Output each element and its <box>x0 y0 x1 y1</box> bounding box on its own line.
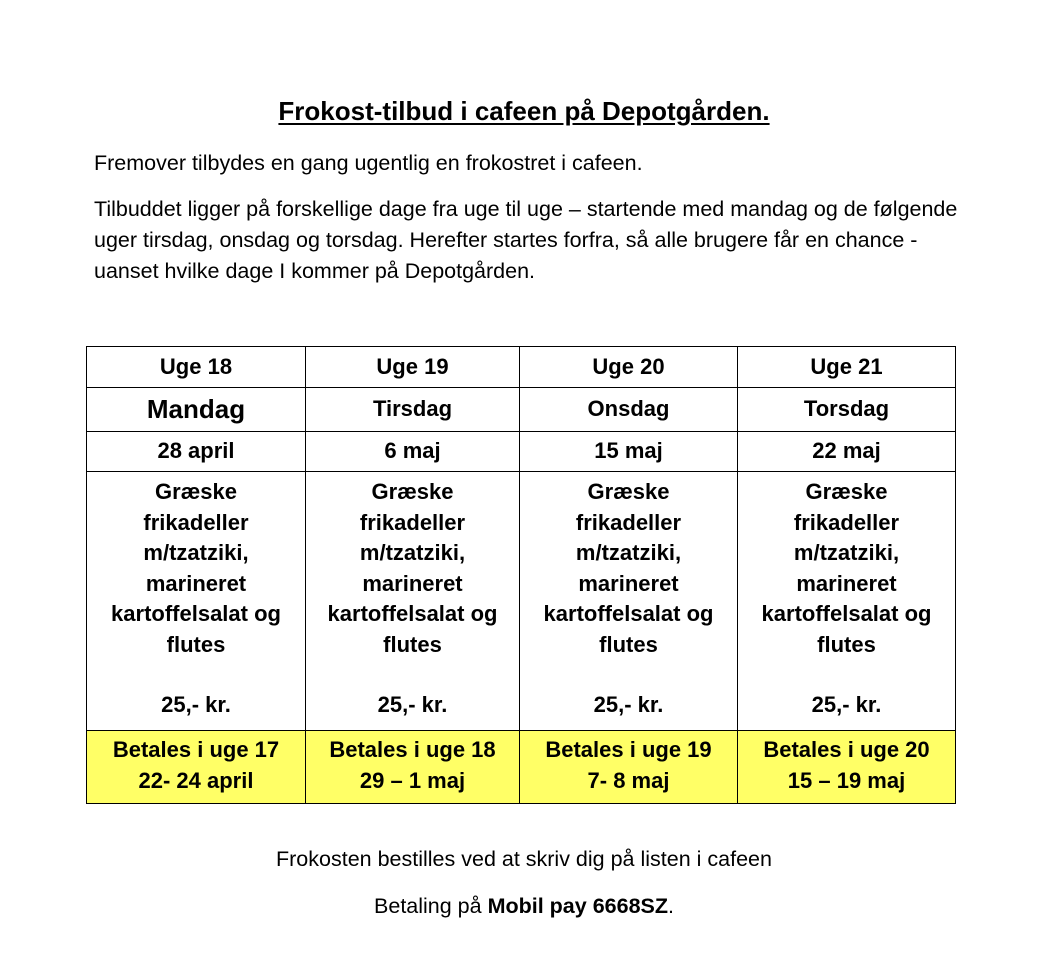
payment-dates: 7- 8 maj <box>587 767 670 793</box>
date-row <box>87 432 956 472</box>
payment-week: Betales i uge 18 <box>329 737 496 762</box>
day-cell: Tirsdag <box>306 388 520 432</box>
payment-prefix: Betaling på <box>374 894 488 918</box>
date-cell: 6 maj <box>306 432 520 472</box>
dish-line: Græske <box>155 479 237 504</box>
price-label: 25,- kr. <box>161 692 231 717</box>
dish-cell <box>738 472 956 731</box>
price-label: 25,- kr. <box>593 692 664 717</box>
payment-row <box>87 731 956 804</box>
dish-line: m/tzatziki, <box>575 540 682 565</box>
dish-line: m/tzatziki, <box>359 540 466 565</box>
dish-line: m/tzatziki, <box>793 540 900 565</box>
payment-dates: 22- 24 april <box>138 767 254 793</box>
dish-line: frikadeller <box>359 509 466 535</box>
payment-suffix: . <box>668 894 674 918</box>
dish-line: marineret <box>796 570 897 596</box>
order-instructions: Frokosten bestilles ved at skriv dig på listen i cafeen <box>276 847 772 871</box>
dish-line: flutes <box>166 631 226 657</box>
day-row <box>87 388 956 432</box>
payment-method: Mobil pay 6668SZ <box>487 894 668 918</box>
dish-line: kartoffelsalat og <box>761 601 932 626</box>
week-cell: Uge 21 <box>738 347 956 388</box>
dish-line: marineret <box>145 570 247 596</box>
dish-line: marineret <box>578 570 679 596</box>
dish-cell <box>520 472 738 731</box>
day-cell: Torsdag <box>738 388 956 432</box>
day-cell: Onsdag <box>520 388 738 432</box>
dish-cell <box>306 472 520 731</box>
dish-line: Græske <box>371 479 454 504</box>
dish-line: Græske <box>805 479 888 504</box>
day-cell: Mandag <box>87 388 306 432</box>
dish-line: frikadeller <box>793 509 900 535</box>
page-title: Frokost-tilbud i cafeen på Depotgården. <box>278 96 770 126</box>
payment-dates: 15 – 19 maj <box>787 767 906 793</box>
payment-dates: 29 – 1 maj <box>359 767 466 793</box>
payment-week: Betales i uge 17 <box>112 737 280 762</box>
dish-line: kartoffelsalat og <box>543 601 714 626</box>
price-label: 25,- kr. <box>811 692 882 717</box>
intro-paragraph-1: Fremover tilbydes en gang ugentlig en frokostret i cafeen. <box>94 151 643 175</box>
dish-line: flutes <box>817 631 876 657</box>
week-cell: Uge 19 <box>306 347 520 388</box>
lunch-schedule-table <box>86 346 956 804</box>
dish-line: kartoffelsalat og <box>111 601 281 626</box>
intro-paragraph-2: Tilbuddet ligger på forskellige dage fra uge til uge – startende med mandag og de følgende uger tirsdag, onsdag og torsdag. Herefter startes forfra, så alle brugere får en chance - uanset hvilke dage I kommer på Depotgården. <box>94 197 958 283</box>
dish-cell <box>87 472 306 731</box>
payment-cell <box>306 731 520 804</box>
dish-line: kartoffelsalat og <box>327 601 498 626</box>
price-label: 25,- kr. <box>377 692 448 717</box>
dish-row <box>87 472 956 731</box>
date-cell: 28 april <box>87 432 306 472</box>
dish-line: marineret <box>362 570 463 596</box>
week-row <box>87 347 956 388</box>
payment-cell <box>738 731 956 804</box>
dish-line: m/tzatziki, <box>143 540 249 565</box>
week-cell: Uge 18 <box>87 347 306 388</box>
dish-line: frikadeller <box>575 509 682 535</box>
payment-week: Betales i uge 20 <box>763 737 930 762</box>
payment-week: Betales i uge 19 <box>545 737 712 762</box>
payment-cell <box>87 731 306 804</box>
payment-info <box>0 894 1048 919</box>
dish-line: flutes <box>599 631 658 657</box>
date-cell: 15 maj <box>520 432 738 472</box>
dish-line: Græske <box>587 479 670 504</box>
week-cell: Uge 20 <box>520 347 738 388</box>
dish-line: flutes <box>383 631 442 657</box>
date-cell: 22 maj <box>738 432 956 472</box>
payment-cell <box>520 731 738 804</box>
dish-line: frikadeller <box>143 509 249 535</box>
